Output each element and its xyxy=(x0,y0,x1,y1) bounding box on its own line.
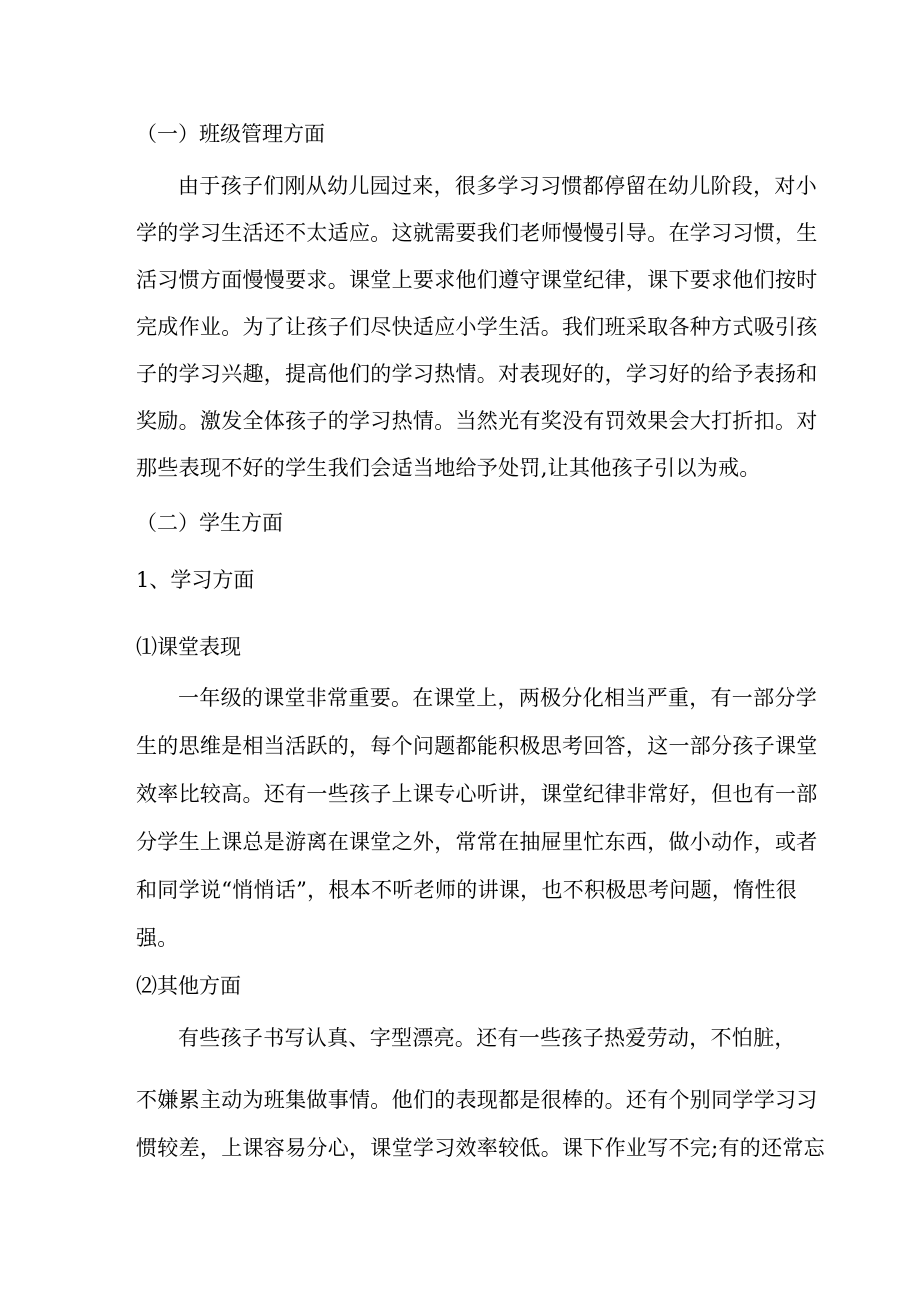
heading-class-management: （一）班级管理方面 xyxy=(136,122,325,146)
paragraph-line: 生的思维是相当活跃的，每个问题都能积极思考回答，这一部分孩子课堂 xyxy=(136,734,818,758)
paragraph-line: 活习惯方面慢慢要求。课堂上要求他们遵守课堂纪律，课下要求他们按时 xyxy=(136,268,818,292)
paragraph-line: 学的学习生活还不太适应。这就需要我们老师慢慢引导。在学习习惯，生 xyxy=(136,221,818,245)
paragraph-line: 惯较差，上课容易分心，课堂学习效率较低。课下作业写不完;有的还常忘 xyxy=(136,1136,825,1160)
paragraph-line: 那些表现不好的学生我们会适当地给予处罚,让其他孩子引以为戒。 xyxy=(136,456,761,480)
heading-classroom-performance: ⑴课堂表现 xyxy=(136,635,241,659)
paragraph-line: 由于孩子们刚从幼儿园过来，很多学习习惯都停留在幼儿阶段，对小 xyxy=(178,174,817,198)
paragraph-line: 完成作业。为了让孩子们尽快适应小学生活。我们班采取各种方式吸引孩 xyxy=(136,315,818,339)
paragraph-line: 分学生上课总是游离在课堂之外，常常在抽屉里忙东西，做小动作，或者 xyxy=(136,830,818,854)
paragraph-line: 不嫌累主动为班集做事情。他们的表现都是很棒的。还有个别同学学习习 xyxy=(136,1088,818,1112)
heading-study: 1、学习方面 xyxy=(136,568,255,592)
heading-students: （二）学生方面 xyxy=(136,511,283,535)
paragraph-line: 和同学说“悄悄话”，根本不听老师的讲课，也不积极思考问题，惰性很 xyxy=(136,878,798,902)
paragraph-line: 子的学习兴趣，提高他们的学习热情。对表现好的，学习好的给予表扬和 xyxy=(136,362,818,386)
paragraph-line: 强。 xyxy=(136,926,179,950)
paragraph-line: 有些孩子书写认真、字型漂亮。还有一些孩子热爱劳动，不怕脏， xyxy=(178,1026,796,1050)
paragraph-line: 奖励。激发全体孩子的学习热情。当然光有奖没有罚效果会大打折扣。对 xyxy=(136,409,818,433)
heading-other-aspects: ⑵其他方面 xyxy=(136,974,241,998)
paragraph-line: 一年级的课堂非常重要。在课堂上，两极分化相当严重，有一部分学 xyxy=(178,686,817,710)
paragraph-line: 效率比较高。还有一些孩子上课专心听讲，课堂纪律非常好，但也有一部 xyxy=(136,782,818,806)
